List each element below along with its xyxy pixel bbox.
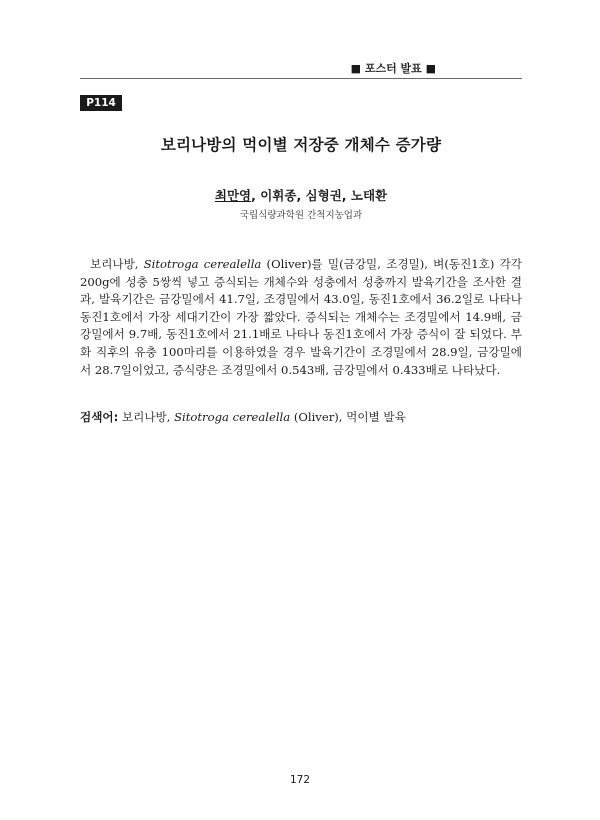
keywords-part1: 보리나방,: [118, 410, 175, 424]
abstract-text-part1: 보리나방,: [90, 257, 144, 271]
affiliation: 국립식량과학원 간척지농업과: [239, 210, 363, 221]
presenting-author: 최만영: [214, 188, 252, 203]
keywords-species-name: Sitotroga cerealella: [174, 410, 291, 424]
author-list: [80, 186, 522, 204]
page-number: 172: [289, 774, 311, 786]
section-header: [80, 60, 522, 79]
abstract-body: [80, 256, 522, 379]
paper-title: 보리나방의 먹이별 저장중 개체수 증가량: [160, 136, 442, 154]
section-header-text: ■ 포스터 발표 ■: [350, 62, 436, 75]
abstract-species-name: Sitotroga cerealella: [143, 257, 262, 271]
keywords: [80, 409, 522, 426]
abstract-text-part2: (Oliver)를 밀(금강밀, 조경밀), 벼(동진1호) 각각 200g에 성충 5쌍씩 넣고 증식되는 개체수와 성충에서 성충까지 발육기간을 조사한 결과, 발육기간은 금강밀에서 41.7일, 조경밀에서 43.0일, 동진1호에서 36.2일로 나타나 동진1호에서 가장 세대기간이 가장 짧았다. 증식되는 개체수는 조경밀에서 14.9배, 금강밀에서 9.7배, 동진1호에서 21.1배로 나타나 동진1호에서 가장 증식이 잘 되었다. 부화 직후의 유충 100마리를 이용하였을 경우 발육기간이 조경밀에서 28.9일, 금강밀에서 28.7일이었고, 증식량은 조경밀에서 0.543배, 금강밀에서 0.433배로 나타났다.: [80, 257, 523, 377]
keywords-part2: (Oliver), 먹이별 발육: [290, 410, 406, 424]
poster-id-badge: P114: [80, 95, 122, 111]
co-authors: , 이휘종, 심형권, 노태환: [251, 188, 388, 203]
keywords-label: 검색어:: [80, 410, 119, 424]
